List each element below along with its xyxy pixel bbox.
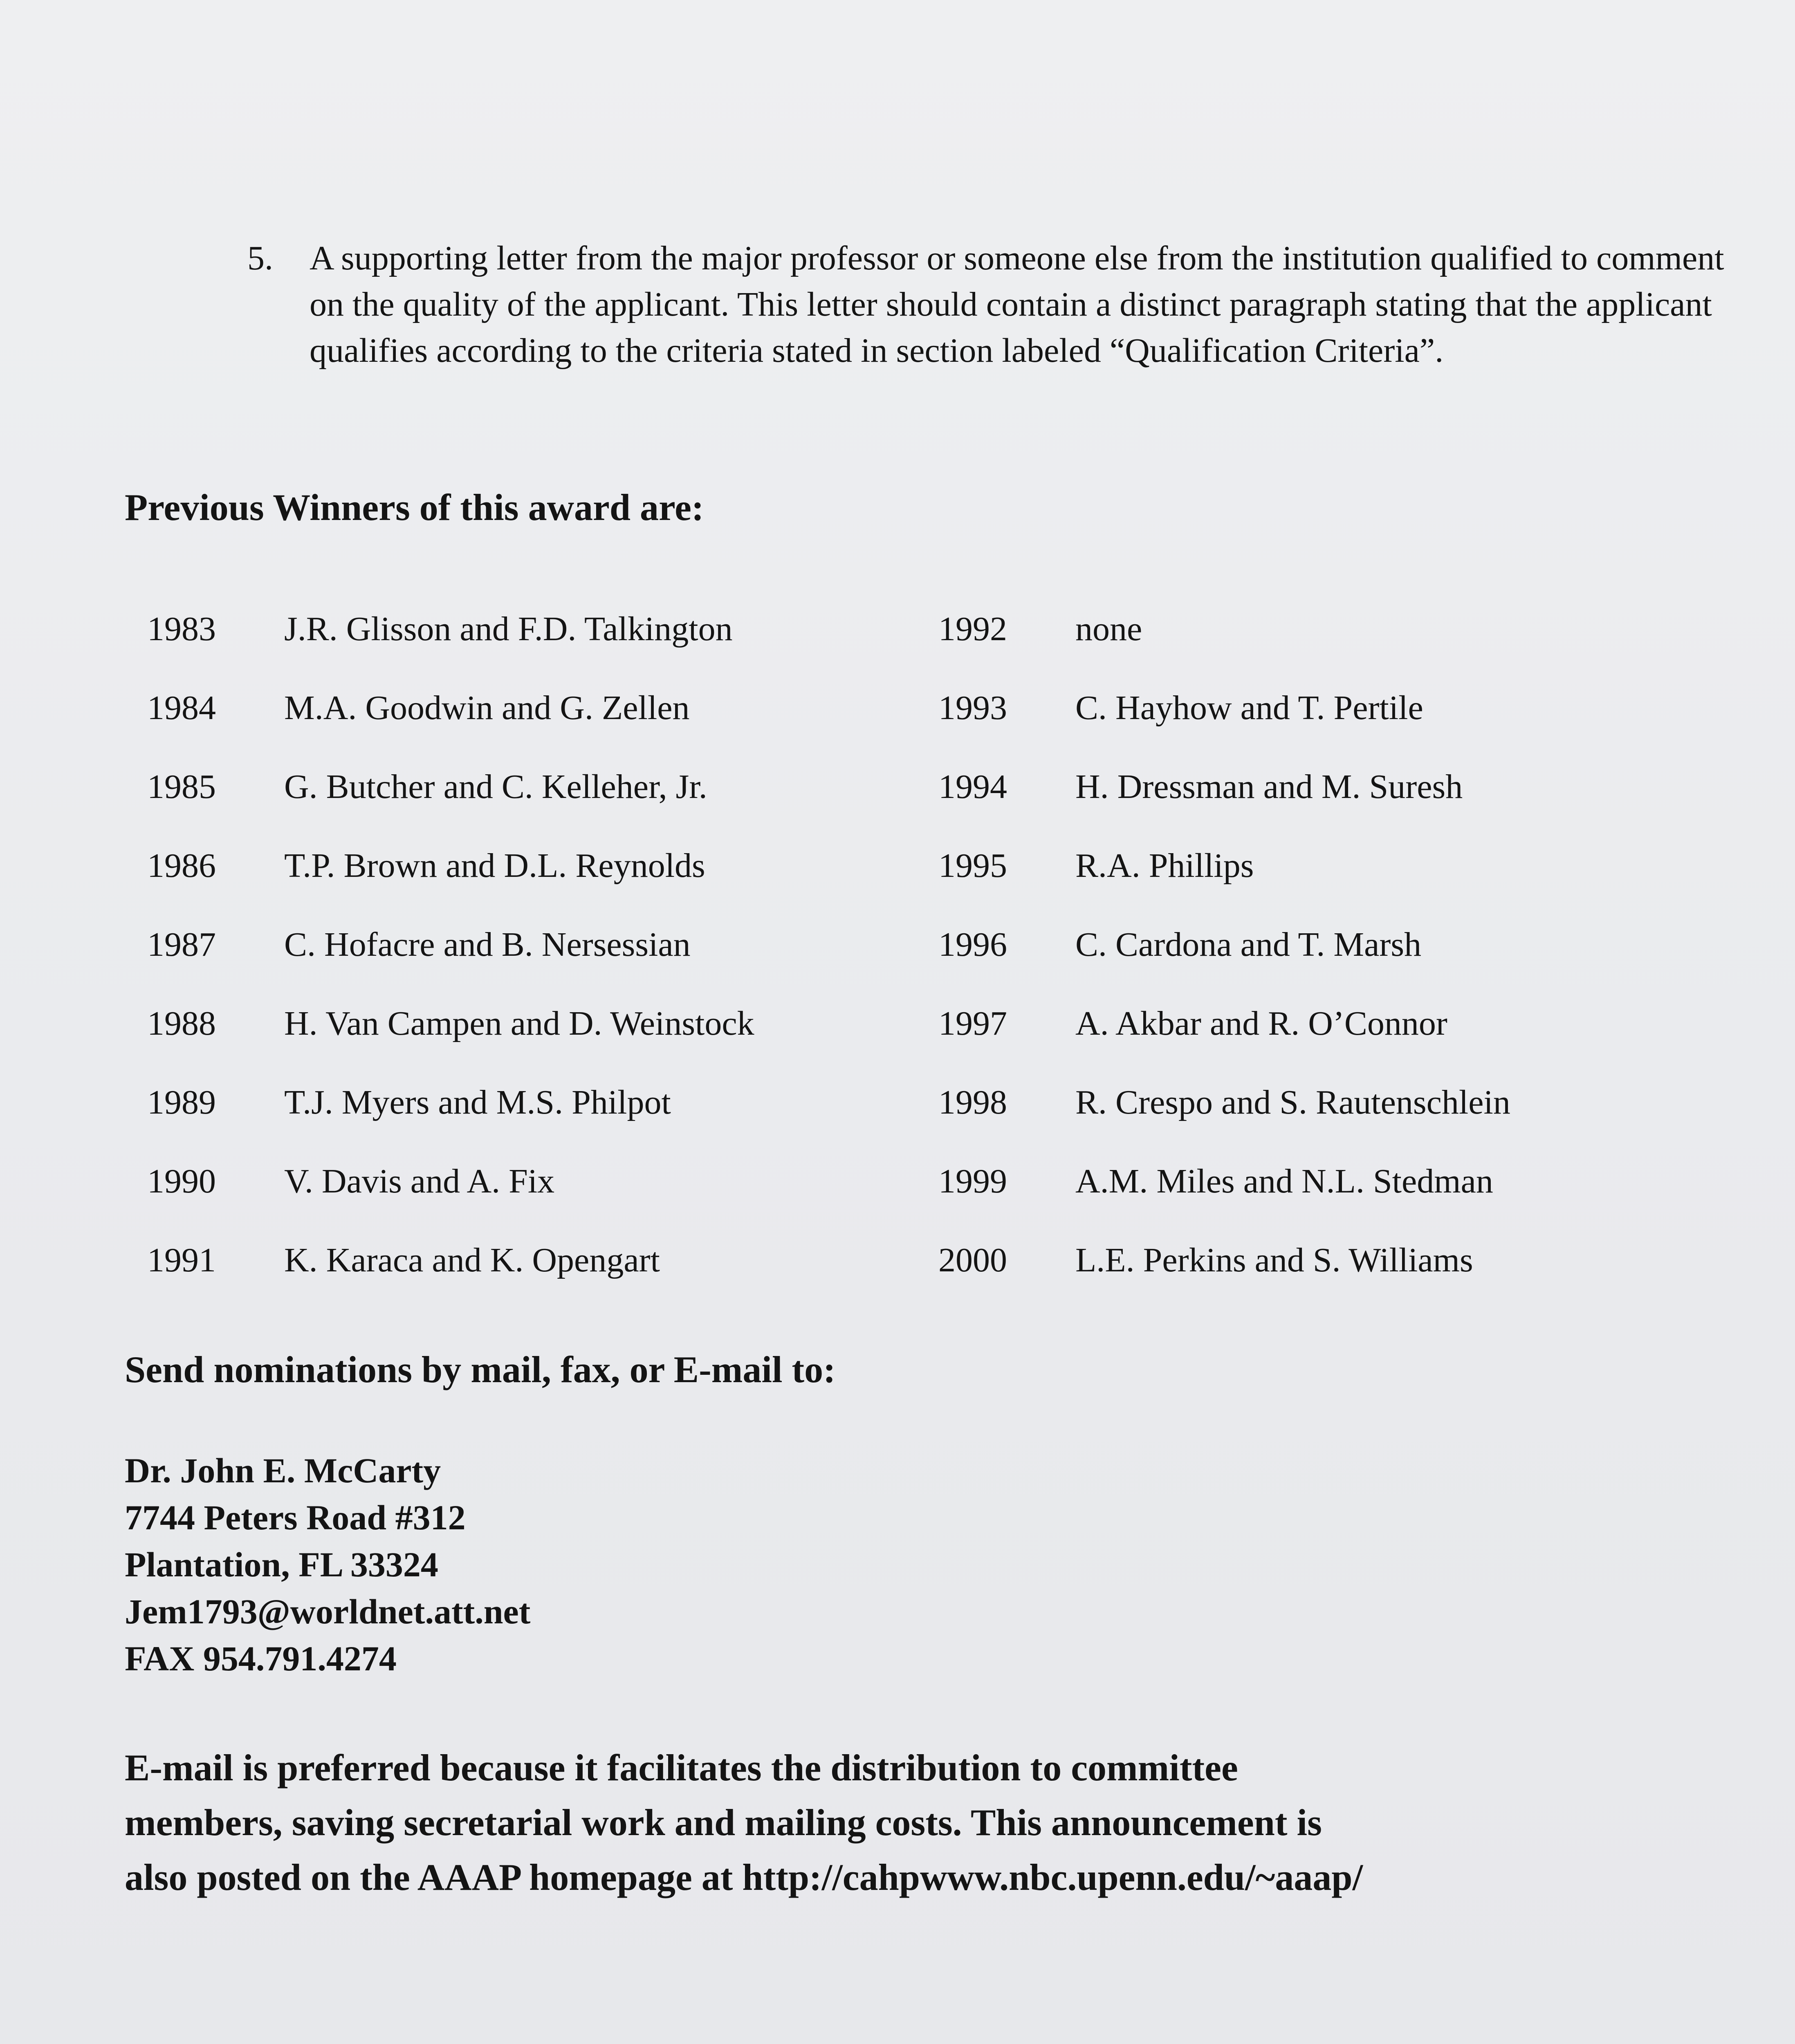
fax-number: FAX 954.791.4274 <box>125 1639 397 1678</box>
winners-row <box>0 686 1795 731</box>
winners-row <box>0 843 1795 888</box>
winner-year: 1988 <box>147 1004 216 1042</box>
winner-names: none <box>1075 610 1142 648</box>
winner-names: R.A. Phillips <box>1075 847 1254 885</box>
item-text: A supporting letter from the major professor or someone else from the institution qualified to comment on the quality of the applicant. This letter should contain a distinct paragraph stating that the applicant qualifies according to the criteria stated in section labeled “Qualification Criteria”. <box>310 239 1724 370</box>
send-nominations-heading: Send nominations by mail, fax, or E-mail to: <box>125 1349 836 1390</box>
winner-names: J.R. Glisson and F.D. Talkington <box>284 610 733 648</box>
winner-year: 1993 <box>938 689 1007 727</box>
winner-year: 2000 <box>938 1241 1007 1279</box>
winner-year: 1997 <box>938 1004 1007 1042</box>
winner-year: 1990 <box>147 1162 216 1200</box>
winners-row <box>0 764 1795 809</box>
city-state-zip: Plantation, FL 33324 <box>125 1545 438 1584</box>
winner-year: 1994 <box>938 768 1007 806</box>
winner-names: C. Hayhow and T. Pertile <box>1075 689 1423 727</box>
note-line: E-mail is preferred because it facilitates the distribution to committee <box>125 1747 1238 1788</box>
winner-names: T.J. Myers and M.S. Philpot <box>284 1083 671 1121</box>
winner-names: V. Davis and A. Fix <box>284 1162 555 1200</box>
winner-names: H. Van Campen and D. Weinstock <box>284 1004 754 1042</box>
winner-names: T.P. Brown and D.L. Reynolds <box>284 847 705 885</box>
contact-name: Dr. John E. McCarty <box>125 1451 441 1490</box>
winners-row <box>0 1080 1795 1125</box>
winner-year: 1983 <box>147 610 216 648</box>
winners-row <box>0 1159 1795 1204</box>
winner-names: A. Akbar and R. O’Connor <box>1075 1004 1447 1042</box>
winner-year: 1995 <box>938 847 1007 885</box>
winner-names: R. Crespo and S. Rautenschlein <box>1075 1083 1510 1121</box>
winner-names: H. Dressman and M. Suresh <box>1075 768 1463 806</box>
winner-year: 1984 <box>147 689 216 727</box>
winner-names: C. Cardona and T. Marsh <box>1075 926 1422 964</box>
item-number: 5. <box>247 239 273 277</box>
email-preferred-note <box>125 1740 1719 1905</box>
winners-row <box>0 607 1795 652</box>
winner-year: 1991 <box>147 1241 216 1279</box>
winner-year: 1985 <box>147 768 216 806</box>
note-line: members, saving secretarial work and mailing costs. This announcement is <box>125 1802 1322 1843</box>
winner-year: 1992 <box>938 610 1007 648</box>
winner-year: 1989 <box>147 1083 216 1121</box>
winner-year: 1998 <box>938 1083 1007 1121</box>
winner-names: M.A. Goodwin and G. Zellen <box>284 689 690 727</box>
winner-names: K. Karaca and K. Opengart <box>284 1241 660 1279</box>
winner-year: 1996 <box>938 926 1007 964</box>
street-address: 7744 Peters Road #312 <box>125 1498 466 1537</box>
note-line: also posted on the AAAP homepage at http://cahpwww.nbc.upenn.edu/~aaap/ <box>125 1856 1363 1898</box>
winners-row <box>0 1001 1795 1046</box>
winner-year: 1999 <box>938 1162 1007 1200</box>
winner-year: 1986 <box>147 847 216 885</box>
email-address: Jem1793@worldnet.att.net <box>125 1592 531 1631</box>
winners-row <box>0 1238 1795 1283</box>
winner-names: A.M. Miles and N.L. Stedman <box>1075 1162 1493 1200</box>
winner-names: C. Hofacre and B. Nersessian <box>284 926 691 964</box>
winner-year: 1987 <box>147 926 216 964</box>
winner-names: L.E. Perkins and S. Williams <box>1075 1241 1473 1279</box>
winners-row <box>0 922 1795 967</box>
winner-names: G. Butcher and C. Kelleher, Jr. <box>284 768 707 806</box>
mailing-address <box>125 1447 530 1682</box>
previous-winners-heading: Previous Winners of this award are: <box>125 486 704 528</box>
